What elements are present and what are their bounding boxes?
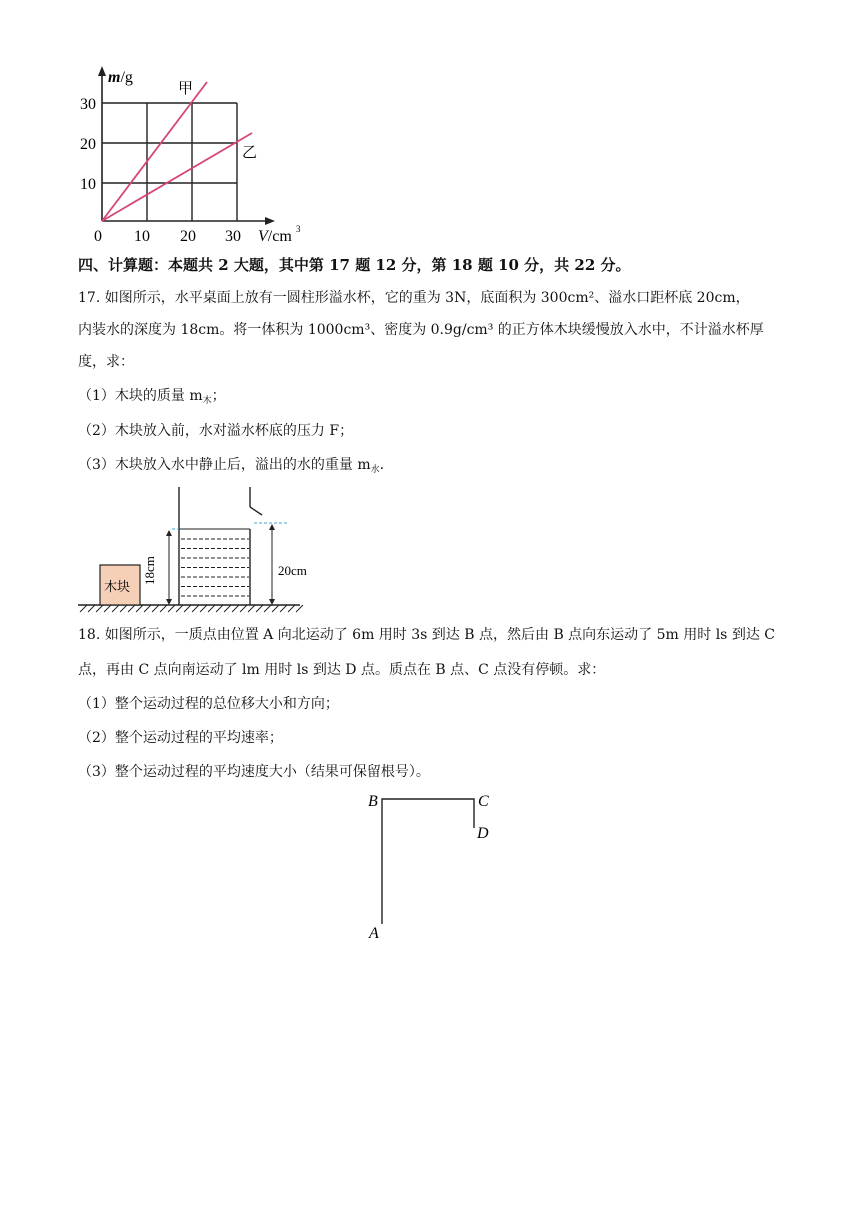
q18-part-2: （2）整个运动过程的平均速率； xyxy=(78,730,283,746)
x-tick-0: 0 xyxy=(94,228,102,245)
x-axis-label: V/cm xyxy=(258,228,292,245)
depth-label: 18cm xyxy=(142,556,157,585)
ground-hatch-mark xyxy=(184,605,191,612)
y-tick-10: 10 xyxy=(80,176,96,193)
path-polyline xyxy=(382,799,474,924)
q18-part-1: （1）整个运动过程的总位移大小和方向； xyxy=(78,696,339,712)
ground-hatch-mark xyxy=(112,605,119,612)
line-jia-label: 甲 xyxy=(178,81,194,97)
depth-arrow-bottom xyxy=(166,599,172,605)
wood-block-label: 木块 xyxy=(104,579,131,594)
ground-hatch-mark xyxy=(120,605,127,612)
ground-hatch-mark xyxy=(264,605,271,612)
q17-line-1: 17. 如图所示，水平桌面上放有一圆柱形溢水杯，它的重为 3N，底面积为 300cm²、溢水口距杯底 20cm， xyxy=(78,290,750,306)
cup-spout xyxy=(250,507,262,515)
ground-hatch-mark xyxy=(272,605,279,612)
x-tick-20: 20 xyxy=(180,228,196,245)
q18-line-1: 18. 如图所示，一质点由位置 A 向北运动了 6m 用时 3s 到达 B 点，然后由 B 点向东运动了 5m 用时 ls 到达 C xyxy=(78,627,775,643)
ground-hatch-mark xyxy=(152,605,159,612)
x-tick-30: 30 xyxy=(225,228,241,245)
point-a-label: A xyxy=(369,925,379,942)
q17-part-2: （2）木块放入前，水对溢水杯底的压力 F； xyxy=(78,423,354,439)
x-axis-label-exponent: 3 xyxy=(296,224,301,234)
q17-part-3: （3）木块放入水中静止后，溢出的水的重量 $m_水$. xyxy=(78,457,385,475)
depth-arrow-top xyxy=(166,530,172,536)
ground xyxy=(78,605,303,612)
q17-line-2: 内装水的深度为 18cm。将一体积为 1000cm³、密度为 0.9g/cm³ 的正方体木块缓慢放入水中，不计溢水杯厚 xyxy=(78,322,764,338)
ground-hatch-mark xyxy=(256,605,263,612)
ground-hatch-mark xyxy=(248,605,255,612)
ground-hatch-mark xyxy=(168,605,175,612)
ground-hatch-mark xyxy=(232,605,239,612)
ground-hatch-mark xyxy=(88,605,95,612)
q17-part-1: （1）木块的质量 $m_木$； xyxy=(78,388,226,406)
point-c-label: C xyxy=(478,793,489,810)
height-arrow-bottom xyxy=(269,599,275,605)
point-b-label: B xyxy=(368,793,378,810)
ground-hatch-mark xyxy=(224,605,231,612)
ground-hatch-mark xyxy=(216,605,223,612)
ground-hatch-mark xyxy=(128,605,135,612)
ground-hatch-mark xyxy=(160,605,167,612)
section-title: 四、计算题：本题共 2 大题，其中第 17 题 12 分，第 18 题 10 分，共 22 分。 xyxy=(78,256,631,274)
graph-grid xyxy=(102,103,237,221)
height-label: 20cm xyxy=(278,563,307,578)
ground-hatch-mark xyxy=(200,605,207,612)
ground-hatch-mark xyxy=(104,605,111,612)
ground-hatch-mark xyxy=(80,605,87,612)
y-axis-label: m/g xyxy=(108,69,133,86)
path-figure xyxy=(360,786,510,946)
ground-hatch-mark xyxy=(296,605,303,612)
height-arrow-top xyxy=(269,524,275,530)
y-tick-20: 20 xyxy=(80,136,96,153)
ground-hatch-mark xyxy=(240,605,247,612)
ground-hatch-mark xyxy=(208,605,215,612)
water-dashes xyxy=(181,539,249,596)
ground-hatch-mark xyxy=(288,605,295,612)
line-yi xyxy=(102,133,252,221)
y-axis-arrow xyxy=(98,66,106,76)
q18-line-2: 点，再由 C 点向南运动了 lm 用时 ls 到达 D 点。质点在 B 点、C 点没有停顿。求： xyxy=(78,662,606,678)
x-axis-arrow xyxy=(265,217,275,225)
ground-hatch-mark xyxy=(280,605,287,612)
ground-hatch-mark xyxy=(192,605,199,612)
overflow-cup-figure xyxy=(78,485,338,613)
x-tick-10: 10 xyxy=(134,228,150,245)
q18-part-3: （3）整个运动过程的平均速度大小（结果可保留根号）。 xyxy=(78,764,430,780)
line-yi-label: 乙 xyxy=(242,145,258,161)
y-tick-30: 30 xyxy=(80,96,96,113)
mass-volume-graph xyxy=(70,60,310,250)
ground-hatch-mark xyxy=(176,605,183,612)
ground-hatch-mark xyxy=(96,605,103,612)
q17-line-3: 度，求： xyxy=(78,354,134,370)
point-d-label: D xyxy=(477,825,489,842)
ground-hatch-mark xyxy=(136,605,143,612)
ground-hatch-mark xyxy=(144,605,151,612)
